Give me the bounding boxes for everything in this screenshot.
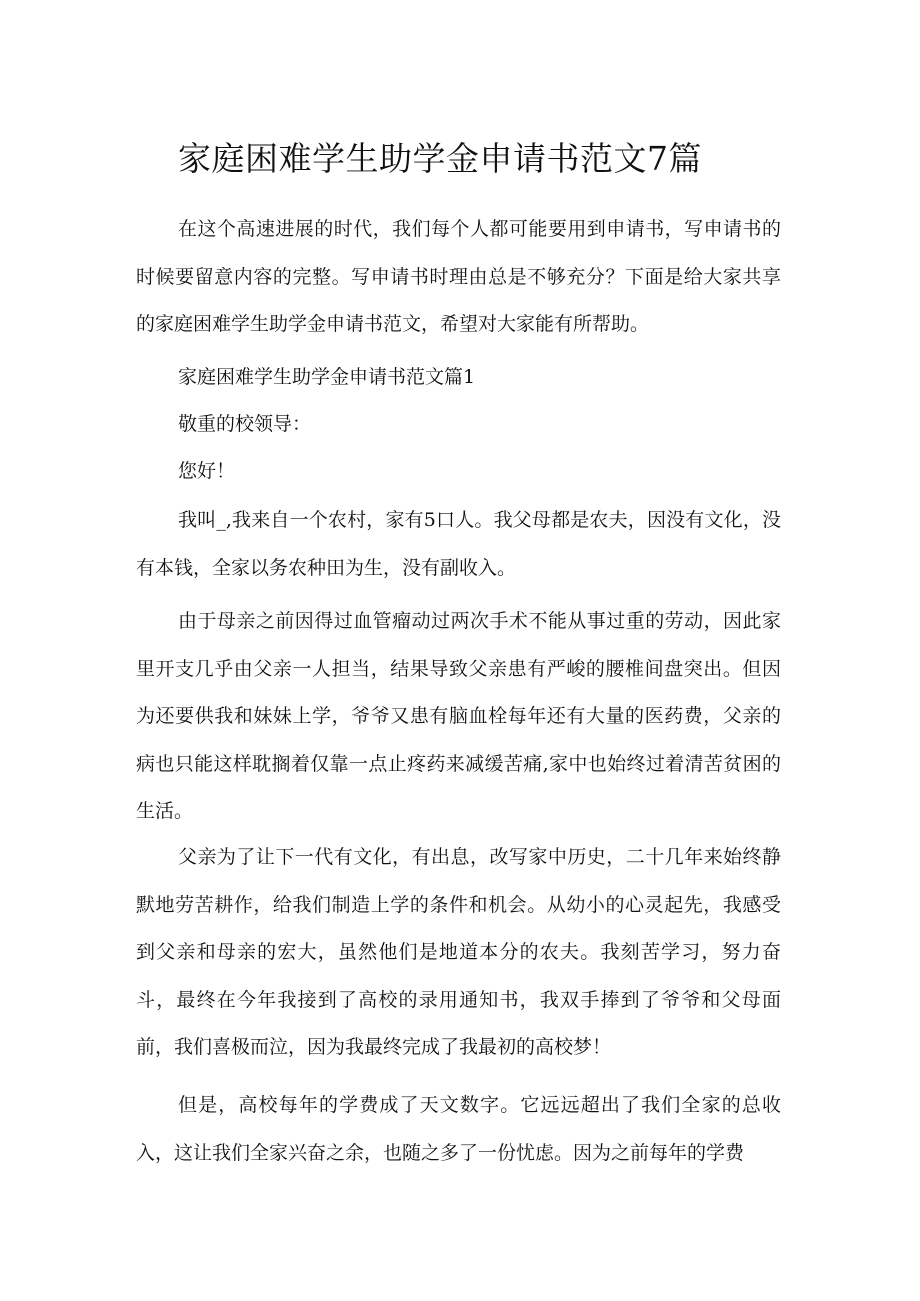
body-paragraph-1: 我叫_,我来自一个农村，家有5口人。我父母都是农夫，因没有文化，没有本钱，全家以务农种田为生，没有副收入。 bbox=[136, 509, 781, 579]
intro-paragraph: 在这个高速进展的时代，我们每个人都可能要用到申请书，写申请书的时候要留意内容的完整。写申请书时理由总是不够充分？下面是给大家共享的家庭困难学生助学金申请书范文，希望对大家能有所帮助。 bbox=[136, 218, 781, 336]
document-title: 家庭困难学生助学金申请书范文7篇 bbox=[178, 139, 702, 178]
body-paragraph-2: 由于母亲之前因得过血管瘤动过两次手术不能从事过重的劳动，因此家里开支几乎由父亲一人担当，结果导致父亲患有严峻的腰椎间盘突出。但因为还要供我和妹妹上学，爷爷又患有脑血栓每年还有大量的医药费，父亲的病也只能这样耽搁着仅靠一点止疼药来减缓苦痛,家中也始终过着清苦贫困的生活。 bbox=[136, 610, 781, 823]
body-paragraph-3: 父亲为了让下一代有文化，有出息，改写家中历史，二十几年来始终静默地劳苦耕作，给我们制造上学的条件和机会。从幼小的心灵起先，我感受到父亲和母亲的宏大，虽然他们是地道本分的农夫。我刻苦学习，努力奋斗，最终在今年我接到了高校的录用通知书，我双手捧到了爷爷和父母面前，我们喜极而泣，因为我最终完成了我最初的高校梦！ bbox=[136, 846, 781, 1059]
salutation: 敬重的校领导： bbox=[178, 413, 312, 435]
section-heading: 家庭困难学生助学金申请书范文篇1 bbox=[178, 366, 476, 388]
greeting: 您好！ bbox=[178, 460, 236, 482]
body-paragraph-4: 但是，高校每年的学费成了天文数字。它远远超出了我们全家的总收入，这让我们全家兴奋之余，也随之多了一份忧虑。因为之前每年的学费 bbox=[136, 1094, 781, 1164]
